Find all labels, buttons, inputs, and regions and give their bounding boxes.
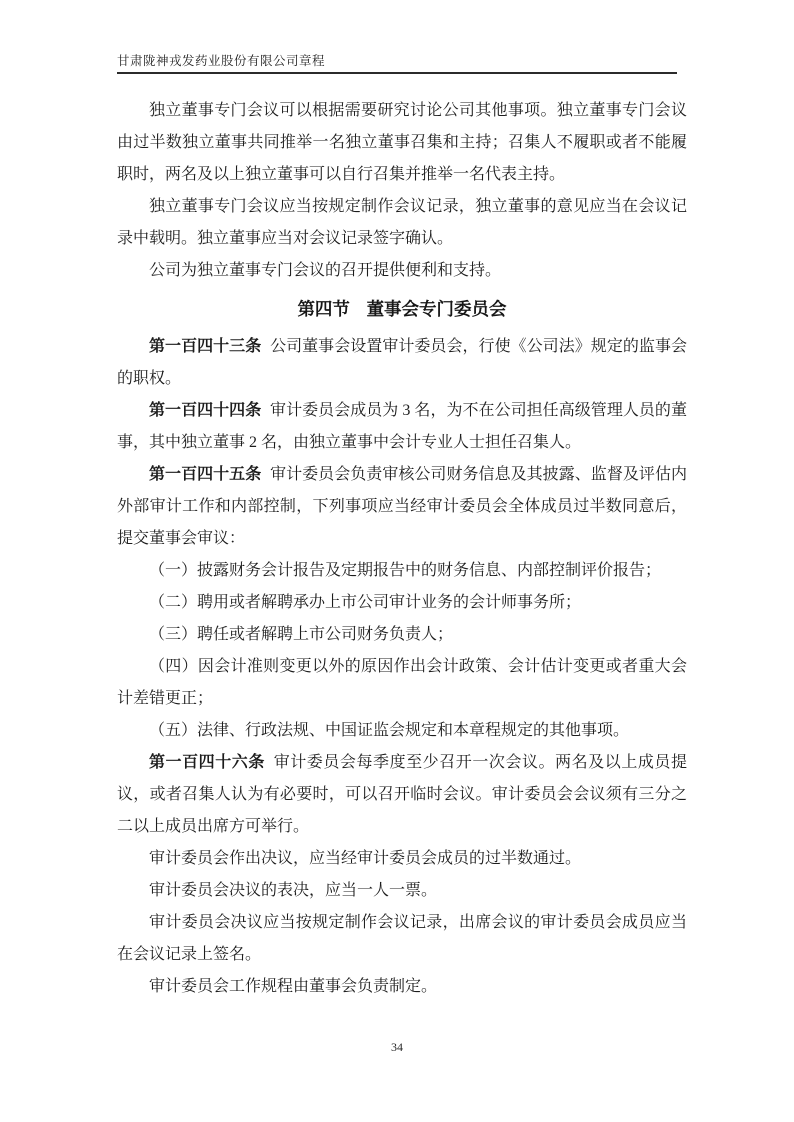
paragraph-closing-1: 审计委员会作出决议，应当经审计委员会成员的过半数通过。 [149, 850, 582, 867]
list-item-3: （三）聘任或者解聘上市公司财务负责人； [149, 626, 454, 643]
article-144-text: 审计委员会成员为 3 名，为不在公司担任高级管理人员的董事，其中独立董事 2 名，由独立董事中会计专业人士担任召集人。 [117, 402, 687, 451]
article-143 [117, 331, 687, 395]
article-145 [117, 459, 687, 555]
list-item-5: （五）法律、行政法规、中国证监会规定和本章程规定的其他事项。 [149, 722, 630, 739]
article-144 [117, 395, 687, 459]
paragraph-closing-4: 审计委员会工作规程由董事会负责制定。 [149, 978, 438, 995]
page-footer [0, 1038, 794, 1056]
paragraph-intro-2: 独立董事专门会议应当按规定制作会议记录，独立董事的意见应当在会议记录中载明。独立董事应当对会议记录签字确认。 [117, 198, 687, 247]
section-title: 董事会专门委员会 [366, 299, 507, 319]
section-heading [117, 293, 687, 325]
article-146 [117, 747, 687, 843]
header-title: 甘肃陇神戎发药业股份有限公司章程 [117, 54, 326, 68]
paragraph-closing-2: 审计委员会决议的表决，应当一人一票。 [149, 882, 438, 899]
list-item-4: （四）因会计准则变更以外的原因作出会计政策、会计估计变更或者重大会计差错更正； [117, 658, 687, 707]
article-146-number: 第一百四十六条 [149, 754, 265, 771]
article-145-text: 审计委员会负责审核公司财务信息及其披露、监督及评估内外部审计工作和内部控制，下列事项应当经审计委员会全体成员过半数同意后，提交董事会审议： [117, 466, 687, 547]
paragraph-closing-3: 审计委员会决议应当按规定制作会议记录，出席会议的审计委员会成员应当在会议记录上签名。 [117, 914, 687, 963]
list-item-1: （一）披露财务会计报告及定期报告中的财务信息、内部控制评价报告； [149, 562, 662, 579]
article-143-text: 公司董事会设置审计委员会，行使《公司法》规定的监事会的职权。 [117, 338, 687, 387]
document-body [117, 95, 687, 1003]
article-146-text: 审计委员会每季度至少召开一次会议。两名及以上成员提议，或者召集人认为有必要时，可以召开临时会议。审计委员会会议须有三分之二以上成员出席方可举行。 [117, 754, 687, 835]
article-143-number: 第一百四十三条 [149, 338, 262, 355]
paragraph-intro-3: 公司为独立董事专门会议的召开提供便利和支持。 [149, 262, 502, 279]
article-145-number: 第一百四十五条 [149, 466, 262, 483]
list-item-2: （二）聘用或者解聘承办上市公司审计业务的会计师事务所； [149, 594, 582, 611]
page-header [117, 54, 677, 74]
page-number: 34 [391, 1040, 403, 1054]
header-rule [117, 72, 677, 74]
article-144-number: 第一百四十四条 [149, 402, 262, 419]
paragraph-intro-1: 独立董事专门会议可以根据需要研究讨论公司其他事项。独立董事专门会议由过半数独立董事共同推举一名独立董事召集和主持；召集人不履职或者不能履职时，两名及以上独立董事可以自行召集并推举一名代表主持。 [117, 102, 687, 183]
section-number: 第四节 [297, 299, 350, 319]
